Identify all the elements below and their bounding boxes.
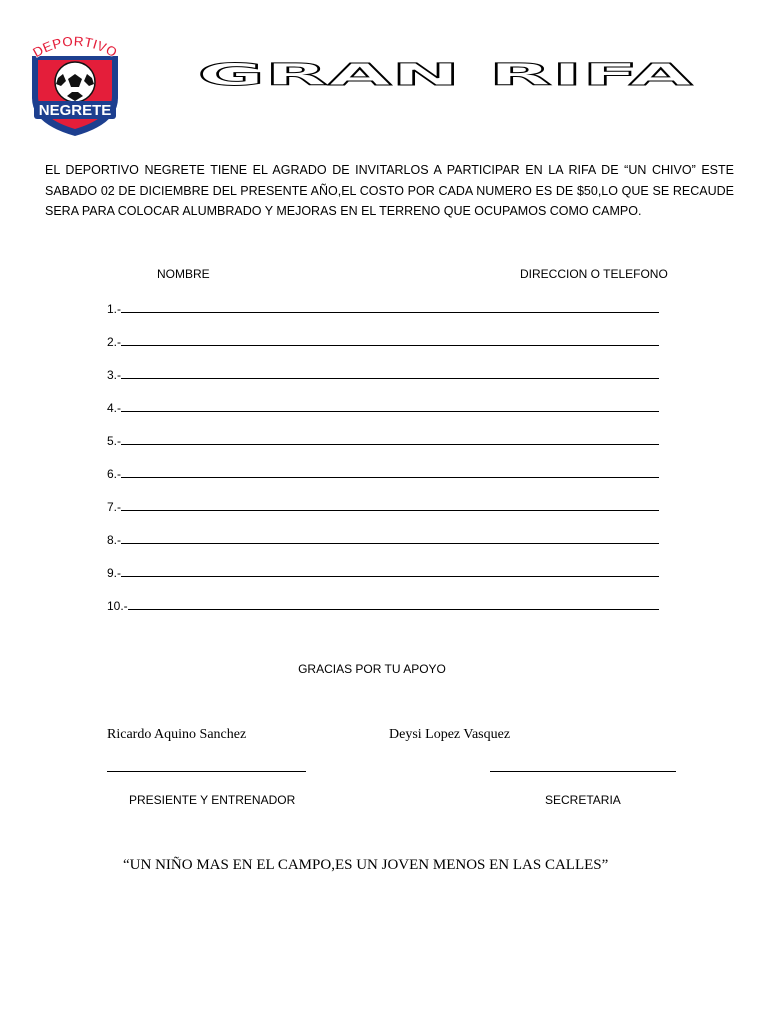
entry-row bbox=[107, 463, 659, 481]
entry-row bbox=[107, 496, 659, 514]
signer-role-2: SECRETARIA bbox=[545, 793, 621, 807]
entry-number: 8.- bbox=[107, 533, 122, 547]
signer-name-2: Deysi Lopez Vasquez bbox=[389, 727, 511, 742]
entry-blank-line[interactable] bbox=[121, 465, 659, 478]
entry-number: 5.- bbox=[107, 434, 122, 448]
entry-number: 9.- bbox=[107, 566, 122, 580]
signer-name-1: Ricardo Aquino Sanchez bbox=[107, 727, 247, 742]
entry-number: 3.- bbox=[107, 368, 122, 382]
entry-blank-line[interactable] bbox=[121, 366, 659, 379]
column-header-contact: DIRECCION O TELEFONO bbox=[520, 267, 668, 281]
entry-blank-line[interactable] bbox=[121, 564, 659, 577]
entry-number: 4.- bbox=[107, 401, 122, 415]
signature-line-2 bbox=[490, 771, 676, 772]
entry-number: 10.- bbox=[107, 599, 128, 613]
entry-row bbox=[107, 430, 659, 448]
entry-number: 6.- bbox=[107, 467, 122, 481]
entry-number: 2.- bbox=[107, 335, 122, 349]
entry-row bbox=[107, 331, 659, 349]
entry-row bbox=[107, 397, 659, 415]
entry-blank-line[interactable] bbox=[121, 399, 659, 412]
entry-blank-line[interactable] bbox=[121, 300, 659, 313]
page-title bbox=[190, 52, 700, 92]
entry-row bbox=[107, 298, 659, 316]
club-logo bbox=[20, 28, 130, 138]
entry-row bbox=[107, 562, 659, 580]
closing-quote: “UN NIÑO MAS EN EL CAMPO,ES UN JOVEN MENOS EN LAS CALLES” bbox=[123, 857, 609, 873]
entry-blank-line[interactable] bbox=[121, 333, 659, 346]
entry-row bbox=[107, 364, 659, 382]
logo-top-text: DEPORTIVO bbox=[29, 32, 121, 61]
entry-number: 1.- bbox=[107, 302, 122, 316]
entry-blank-line[interactable] bbox=[128, 597, 659, 610]
thanks-text: GRACIAS POR TU APOYO bbox=[298, 662, 446, 676]
svg-text:GRAN RIFA: GRAN RIFA bbox=[197, 58, 695, 92]
signer-role-1: PRESIENTE Y ENTRENADOR bbox=[129, 793, 296, 807]
intro-paragraph: EL DEPORTIVO NEGRETE TIENE EL AGRADO DE INVITARLOS A PARTICIPAR EN LA RIFA DE “UN CHIVO” ESTE SABADO 02 DE DICIEMBRE DEL PRESENTE AÑO,EL COSTO POR CADA NUMERO ES DE $50,LO QUE SE RECAUDE SERA PARA COLOCAR ALUMBRADO Y MEJORAS EN EL TERRENO QUE OCUPAMOS COMO CAMPO. bbox=[45, 163, 734, 218]
signature-line-1 bbox=[107, 771, 306, 772]
entry-blank-line[interactable] bbox=[121, 432, 659, 445]
entry-row bbox=[107, 529, 659, 547]
entry-number: 7.- bbox=[107, 500, 122, 514]
entry-blank-line[interactable] bbox=[121, 531, 659, 544]
logo-bottom-text: NEGRETE bbox=[38, 102, 112, 119]
entry-row bbox=[107, 595, 659, 613]
entry-blank-line[interactable] bbox=[121, 498, 659, 511]
column-header-name: NOMBRE bbox=[157, 267, 210, 281]
